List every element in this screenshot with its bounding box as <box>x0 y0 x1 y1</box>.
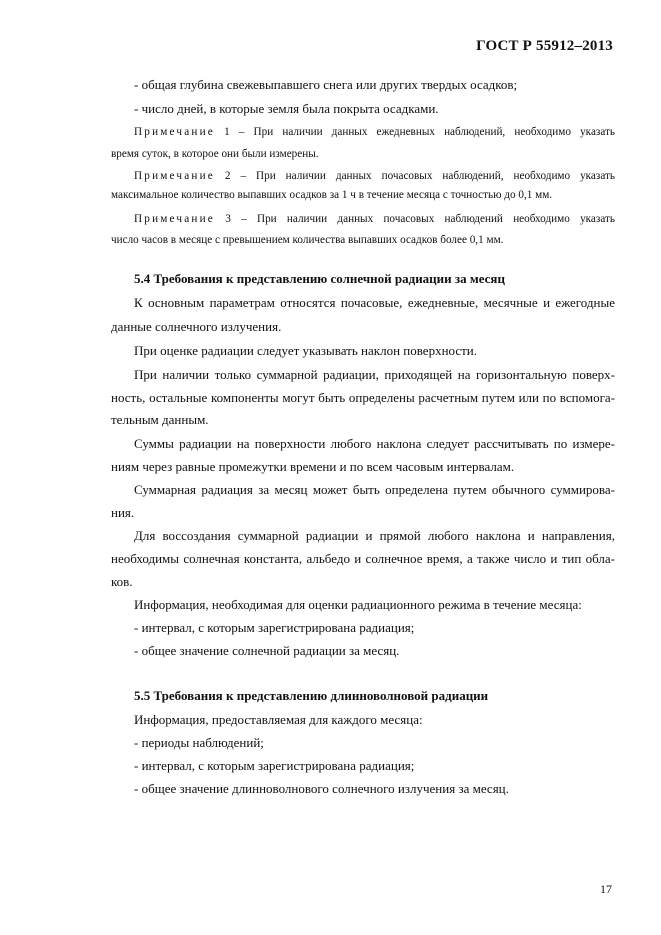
paragraph-line: ность, остальные компоненты могут быть определены расчетным путем или по вспомога- <box>111 390 615 405</box>
paragraph-line: Информация, необходимая для оценки радиационного режима в течение месяца: <box>134 597 582 612</box>
paragraph-line: Суммарная радиация за месяц может быть определена путем обычного суммирова- <box>134 482 615 497</box>
note-label: Примечание <box>134 213 215 225</box>
paragraph-line: При оценке радиации следует указывать наклон поверхности. <box>134 343 478 358</box>
note-label: Примечание <box>134 126 215 138</box>
list-item: - периоды наблюдений; <box>134 735 264 750</box>
paragraph-line: Суммы радиации на поверхности любого наклона следует рассчитывать по измере- <box>134 436 615 451</box>
paragraph-line: данные солнечного излучения. <box>111 319 282 334</box>
paragraph-line: тельным данным. <box>111 412 209 427</box>
list-item: - общее значение длинноволнового солнечного излучения за месяц. <box>134 781 509 796</box>
paragraph-line: ния. <box>111 505 135 520</box>
paragraph-line: ков. <box>111 574 133 589</box>
paragraph-line: К основным параметрам относятся почасовые, ежедневные, месячные и ежегодные <box>134 295 615 310</box>
paragraph-line: При наличии только суммарной радиации, приходящей на горизонтальную поверх- <box>134 367 615 382</box>
note-2-line-2: максимальное количество выпавших осадков за 1 ч в течение месяца с точностью до 0,1 мм. <box>111 189 553 201</box>
list-item: - общее значение солнечной радиации за месяц. <box>134 643 400 658</box>
note-2-text: 2 – При наличии данных почасовых наблюдений, необходимо указать <box>214 170 615 182</box>
note-1-line-1 <box>134 124 615 141</box>
note-label: Примечание <box>134 170 215 182</box>
paragraph-line: Для воссоздания суммарной радиации и прямой любого наклона и направления, <box>134 528 615 543</box>
note-3-line-2: число часов в месяце с превышением количества выпавших осадков более 0,1 мм. <box>111 234 504 246</box>
document-header: ГОСТ Р 55912–2013 <box>476 38 613 54</box>
paragraph-line: ниям через равные промежутки времени и по всем часовым интервалам. <box>111 459 515 474</box>
note-2-line-1 <box>134 168 615 185</box>
paragraph-line: необходимы солнечная константа, альбедо и солнечное время, а также число и тип обла- <box>111 551 615 566</box>
note-3-line-1 <box>134 211 615 228</box>
section-5-5-heading: 5.5 Требования к представлению длинноволновой радиации <box>134 688 489 703</box>
paragraph-line: Информация, предоставляемая для каждого месяца: <box>134 712 423 727</box>
note-1-text: 1 – При наличии данных ежедневных наблюдений, необходимо указать <box>214 126 615 138</box>
section-5-4-heading: 5.4 Требования к представлению солнечной радиации за месяц <box>134 271 505 286</box>
page-number: 17 <box>600 882 612 896</box>
list-item: - интервал, с которым зарегистрирована радиация; <box>134 758 415 773</box>
note-3-text: 3 – При наличии данных почасовых наблюдений необходимо указать <box>214 213 615 225</box>
list-item: - интервал, с которым зарегистрирована радиация; <box>134 620 415 635</box>
list-item-snow-days: - число дней, в которые земля была покрыта осадками. <box>134 101 439 116</box>
list-item-snow-depth: - общая глубина свежевыпавшего снега или других твердых осадков; <box>134 77 518 92</box>
note-1-line-2: время суток, в которое они были измерены. <box>111 148 319 160</box>
